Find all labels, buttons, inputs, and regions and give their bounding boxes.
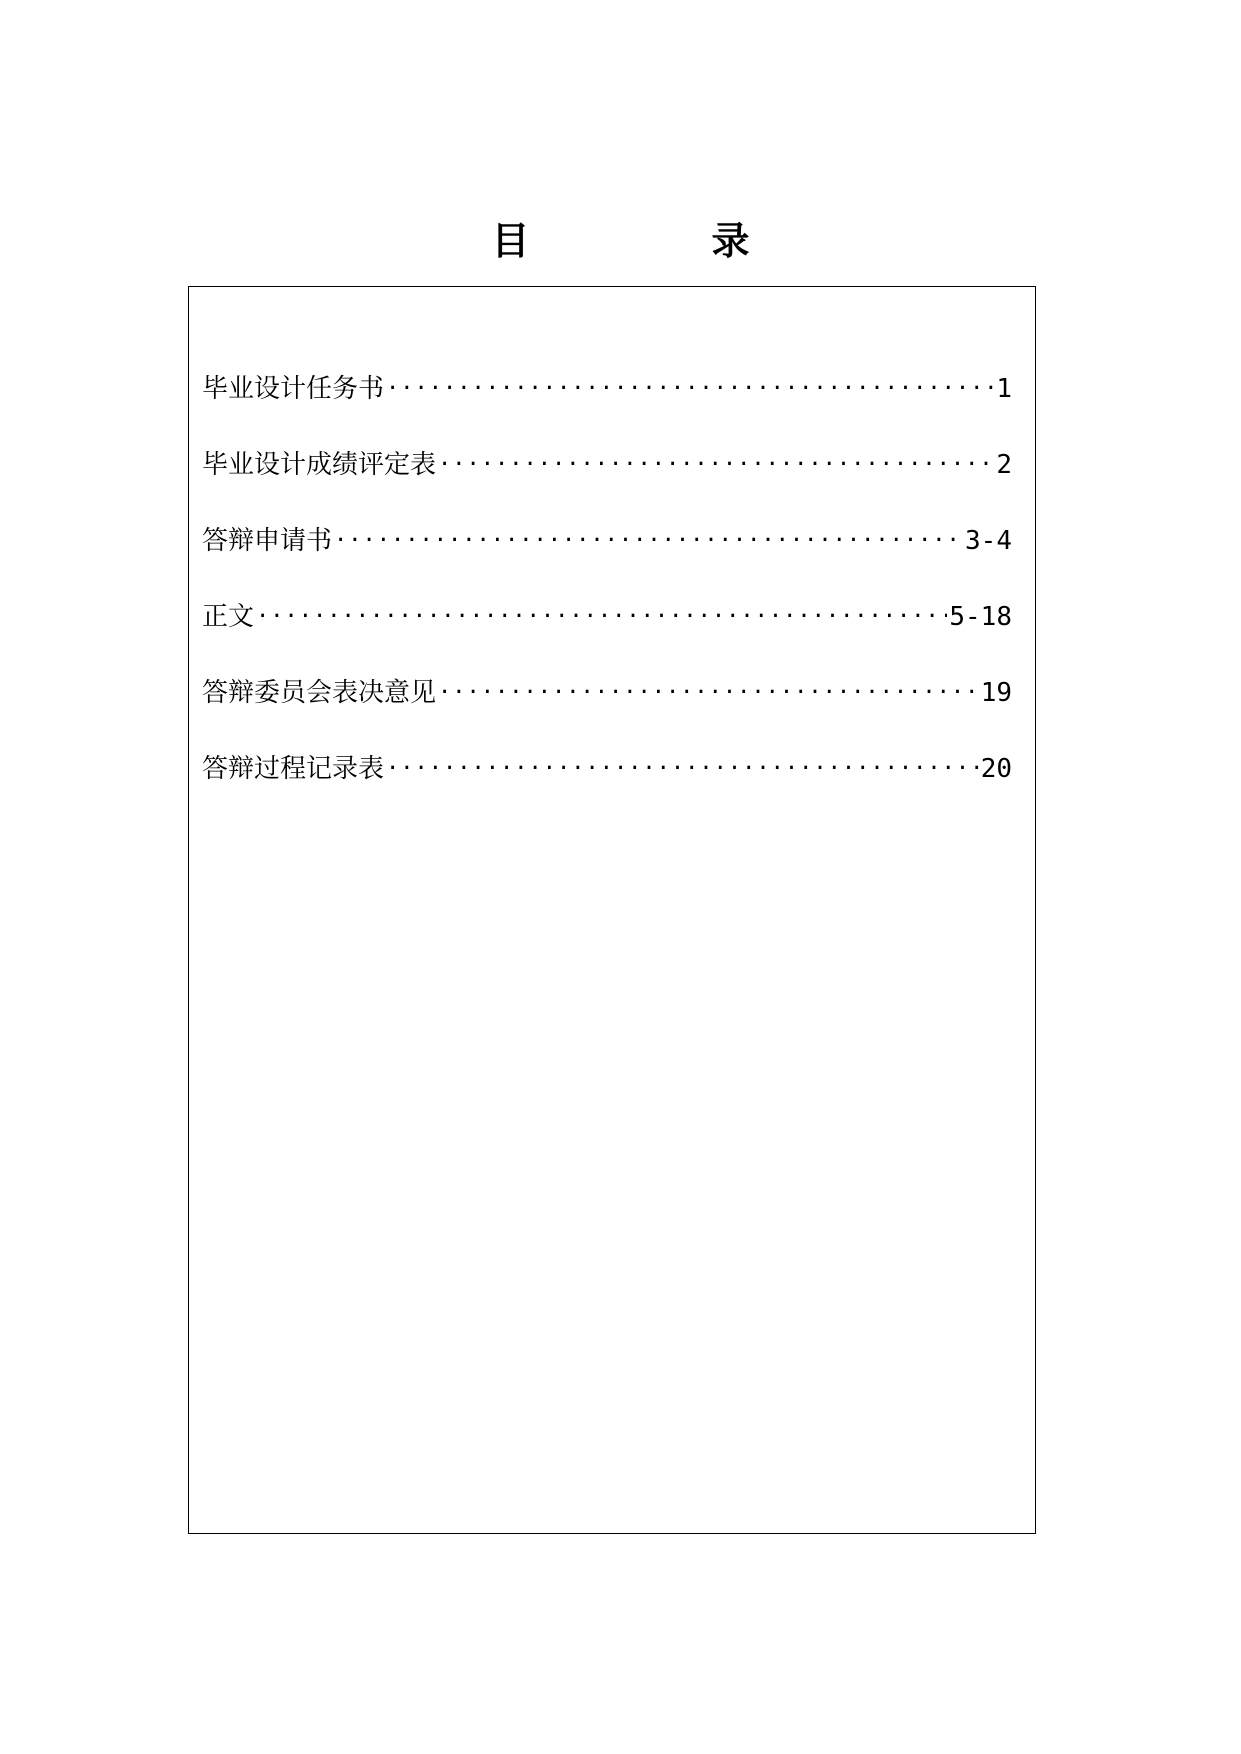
toc-entry-page: 5-18 <box>949 602 1012 632</box>
toc-dot-leader <box>438 448 994 482</box>
toc-entry-page: 20 <box>980 754 1012 784</box>
toc-entry <box>202 752 1012 828</box>
toc-list <box>202 372 1012 828</box>
toc-entry-label: 答辩过程记录表 <box>202 754 385 784</box>
toc-entry-page: 19 <box>980 678 1012 708</box>
toc-entry-label: 正文 <box>202 602 255 632</box>
toc-entry <box>202 676 1012 752</box>
toc-dot-leader <box>386 752 979 786</box>
toc-entry <box>202 600 1012 676</box>
toc-entry-label: 毕业设计任务书 <box>202 374 385 404</box>
toc-dot-leader <box>334 524 963 558</box>
toc-entry-label: 答辩申请书 <box>202 526 333 556</box>
toc-dot-leader <box>386 372 994 406</box>
toc-entry <box>202 448 1012 524</box>
toc-dot-leader <box>256 600 947 634</box>
toc-entry-label: 毕业设计成绩评定表 <box>202 450 437 480</box>
toc-entry-page: 1 <box>996 374 1012 404</box>
toc-entry-label: 答辩委员会表决意见 <box>202 678 437 708</box>
toc-entry-page: 2 <box>996 450 1012 480</box>
toc-entry-page: 3-4 <box>965 526 1012 556</box>
toc-entry <box>202 372 1012 448</box>
page-title: 目 录 <box>491 219 822 263</box>
toc-entry <box>202 524 1012 600</box>
toc-dot-leader <box>438 676 979 710</box>
toc-frame <box>188 286 1036 1534</box>
